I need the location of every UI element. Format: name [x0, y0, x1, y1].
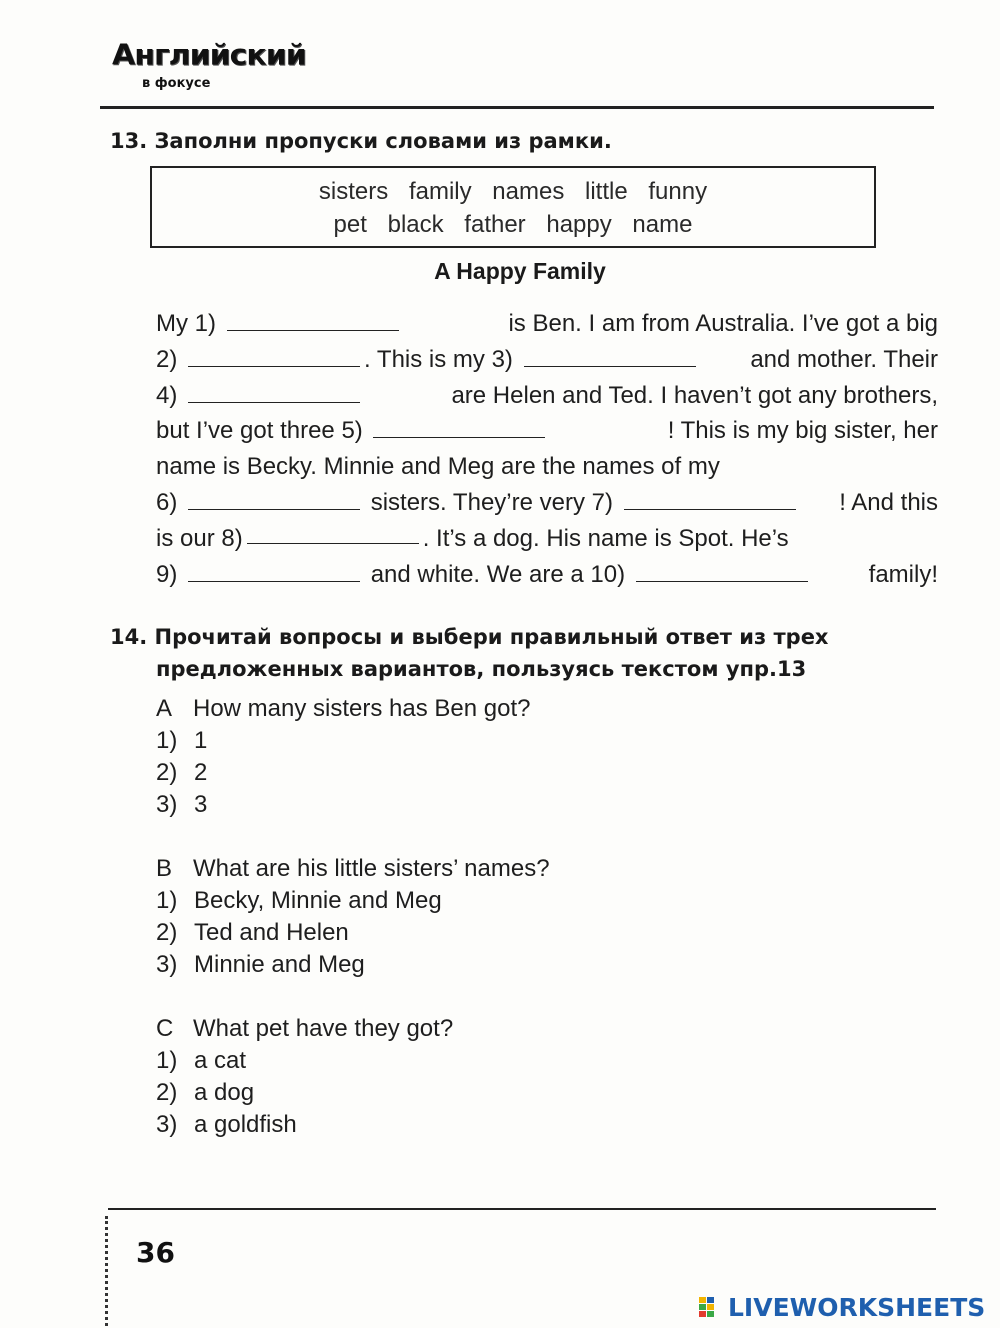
question-letter: B	[156, 855, 173, 882]
footer-divider	[108, 1208, 936, 1210]
blank-4-input[interactable]	[188, 380, 360, 403]
logo-title: Английский	[112, 38, 306, 73]
word-bank-item: name	[632, 211, 693, 238]
story-fragment: but I’ve got three 5)	[156, 417, 363, 445]
question-letter: C	[156, 1015, 174, 1042]
option-text: a goldfish	[194, 1111, 297, 1138]
question-a	[156, 693, 531, 821]
word-bank-item: family	[408, 178, 472, 205]
blank-3-input[interactable]	[524, 344, 696, 367]
option-number: 3)	[156, 951, 178, 978]
story-line	[156, 521, 938, 557]
story-fragment: and mother. Their	[750, 345, 938, 373]
option-number: 3)	[156, 1111, 178, 1138]
blank-5-input[interactable]	[373, 415, 545, 438]
story-line	[156, 342, 938, 378]
word-bank-item: pet	[333, 211, 367, 238]
story-line	[156, 306, 938, 342]
textbook-logo	[112, 38, 306, 98]
option-text: Ted and Helen	[194, 919, 349, 946]
option-number: 1)	[156, 1047, 178, 1074]
blank-10-input[interactable]	[636, 559, 808, 582]
blank-6-input[interactable]	[188, 487, 360, 510]
dotted-margin	[105, 1216, 108, 1326]
answer-option[interactable]	[156, 757, 531, 789]
word-box-row-2	[152, 208, 874, 241]
exercise-13-title: 13. Заполни пропуски словами из рамки.	[110, 129, 612, 153]
story-line	[156, 557, 938, 593]
question-b	[156, 853, 550, 981]
story-line	[156, 485, 938, 521]
option-text: Minnie and Meg	[194, 951, 365, 978]
liveworksheets-logo-icon	[698, 1295, 724, 1319]
answer-option[interactable]	[156, 1109, 453, 1141]
blank-7-input[interactable]	[624, 487, 796, 510]
option-number: 1)	[156, 887, 178, 914]
story-fragment: are Helen and Ted. I haven’t got any brothers,	[451, 381, 938, 409]
story-fragment: 9)	[156, 560, 178, 588]
story-fragment: sisters. They’re very 7)	[370, 488, 613, 516]
word-bank-item: father	[464, 211, 526, 238]
option-number: 3)	[156, 791, 178, 818]
question-label: What are his little sisters’ names?	[193, 855, 550, 882]
story-text	[156, 306, 938, 592]
option-text: 2	[194, 759, 208, 786]
word-bank-item: sisters	[318, 178, 389, 205]
word-bank-item: names	[492, 178, 565, 205]
story-fragment: name is Becky. Minnie and Meg are the names of my	[156, 453, 720, 481]
question-label: How many sisters has Ben got?	[193, 695, 531, 722]
story-line	[156, 378, 938, 414]
option-text: a cat	[194, 1047, 247, 1074]
answer-option[interactable]	[156, 885, 550, 917]
story-line	[156, 413, 938, 449]
answer-option[interactable]	[156, 725, 531, 757]
answer-option[interactable]	[156, 789, 531, 821]
question-text	[156, 853, 550, 885]
story-fragment: 4)	[156, 381, 178, 409]
story-fragment: is Ben. I am from Australia. I’ve got a big	[508, 310, 938, 337]
exercise-14-title-line-1: 14. Прочитай вопросы и выбери правильный ответ из трех	[110, 625, 829, 649]
question-label: What pet have they got?	[193, 1015, 454, 1042]
word-box	[150, 166, 876, 248]
story-fragment: My 1)	[156, 310, 216, 337]
question-letter: A	[156, 695, 173, 722]
answer-option[interactable]	[156, 1045, 453, 1077]
blank-9-input[interactable]	[188, 559, 360, 582]
option-text: Becky, Minnie and Meg	[194, 887, 442, 914]
option-text: a dog	[194, 1079, 255, 1106]
option-number: 2)	[156, 1079, 178, 1106]
word-bank-item: little	[585, 178, 628, 205]
logo-subtitle: в фокусе	[142, 76, 211, 91]
liveworksheets-brand	[698, 1292, 985, 1322]
story-fragment: is our 8)	[156, 524, 243, 552]
exercise-14-title-line-2: предложенных вариантов, пользуясь текстом упр.13	[156, 657, 807, 681]
header-divider	[100, 106, 934, 109]
answer-option[interactable]	[156, 917, 550, 949]
option-text: 1	[194, 727, 208, 754]
story-fragment: ! This is my big sister, her	[667, 417, 938, 445]
question-text	[156, 1013, 453, 1045]
answer-option[interactable]	[156, 1077, 453, 1109]
page-number: 36	[136, 1236, 175, 1269]
word-box-row-1	[152, 175, 874, 208]
option-number: 2)	[156, 759, 178, 786]
brand-text: LIVEWORKSHEETS	[728, 1292, 986, 1322]
story-fragment: ! And this	[839, 488, 938, 516]
story-fragment: family!	[868, 560, 938, 588]
question-c	[156, 1013, 453, 1141]
blank-8-input[interactable]	[247, 521, 419, 544]
question-text	[156, 693, 531, 725]
option-text: 3	[194, 791, 208, 818]
story-title: A Happy Family	[434, 258, 606, 284]
answer-option[interactable]	[156, 949, 550, 981]
story-fragment: . It’s a dog. His name is Spot. He’s	[422, 524, 789, 552]
blank-2-input[interactable]	[188, 344, 360, 367]
story-line	[156, 449, 938, 485]
word-bank-item: happy	[546, 211, 612, 238]
story-fragment: 6)	[156, 488, 178, 516]
word-bank-item: funny	[648, 178, 708, 205]
story-fragment: 2)	[156, 345, 178, 373]
story-fragment: . This is my 3)	[364, 345, 513, 373]
option-number: 1)	[156, 727, 178, 754]
blank-1-input[interactable]	[227, 308, 399, 331]
story-fragment: and white. We are a 10)	[370, 560, 626, 588]
word-bank-item: black	[387, 211, 444, 238]
option-number: 2)	[156, 919, 178, 946]
